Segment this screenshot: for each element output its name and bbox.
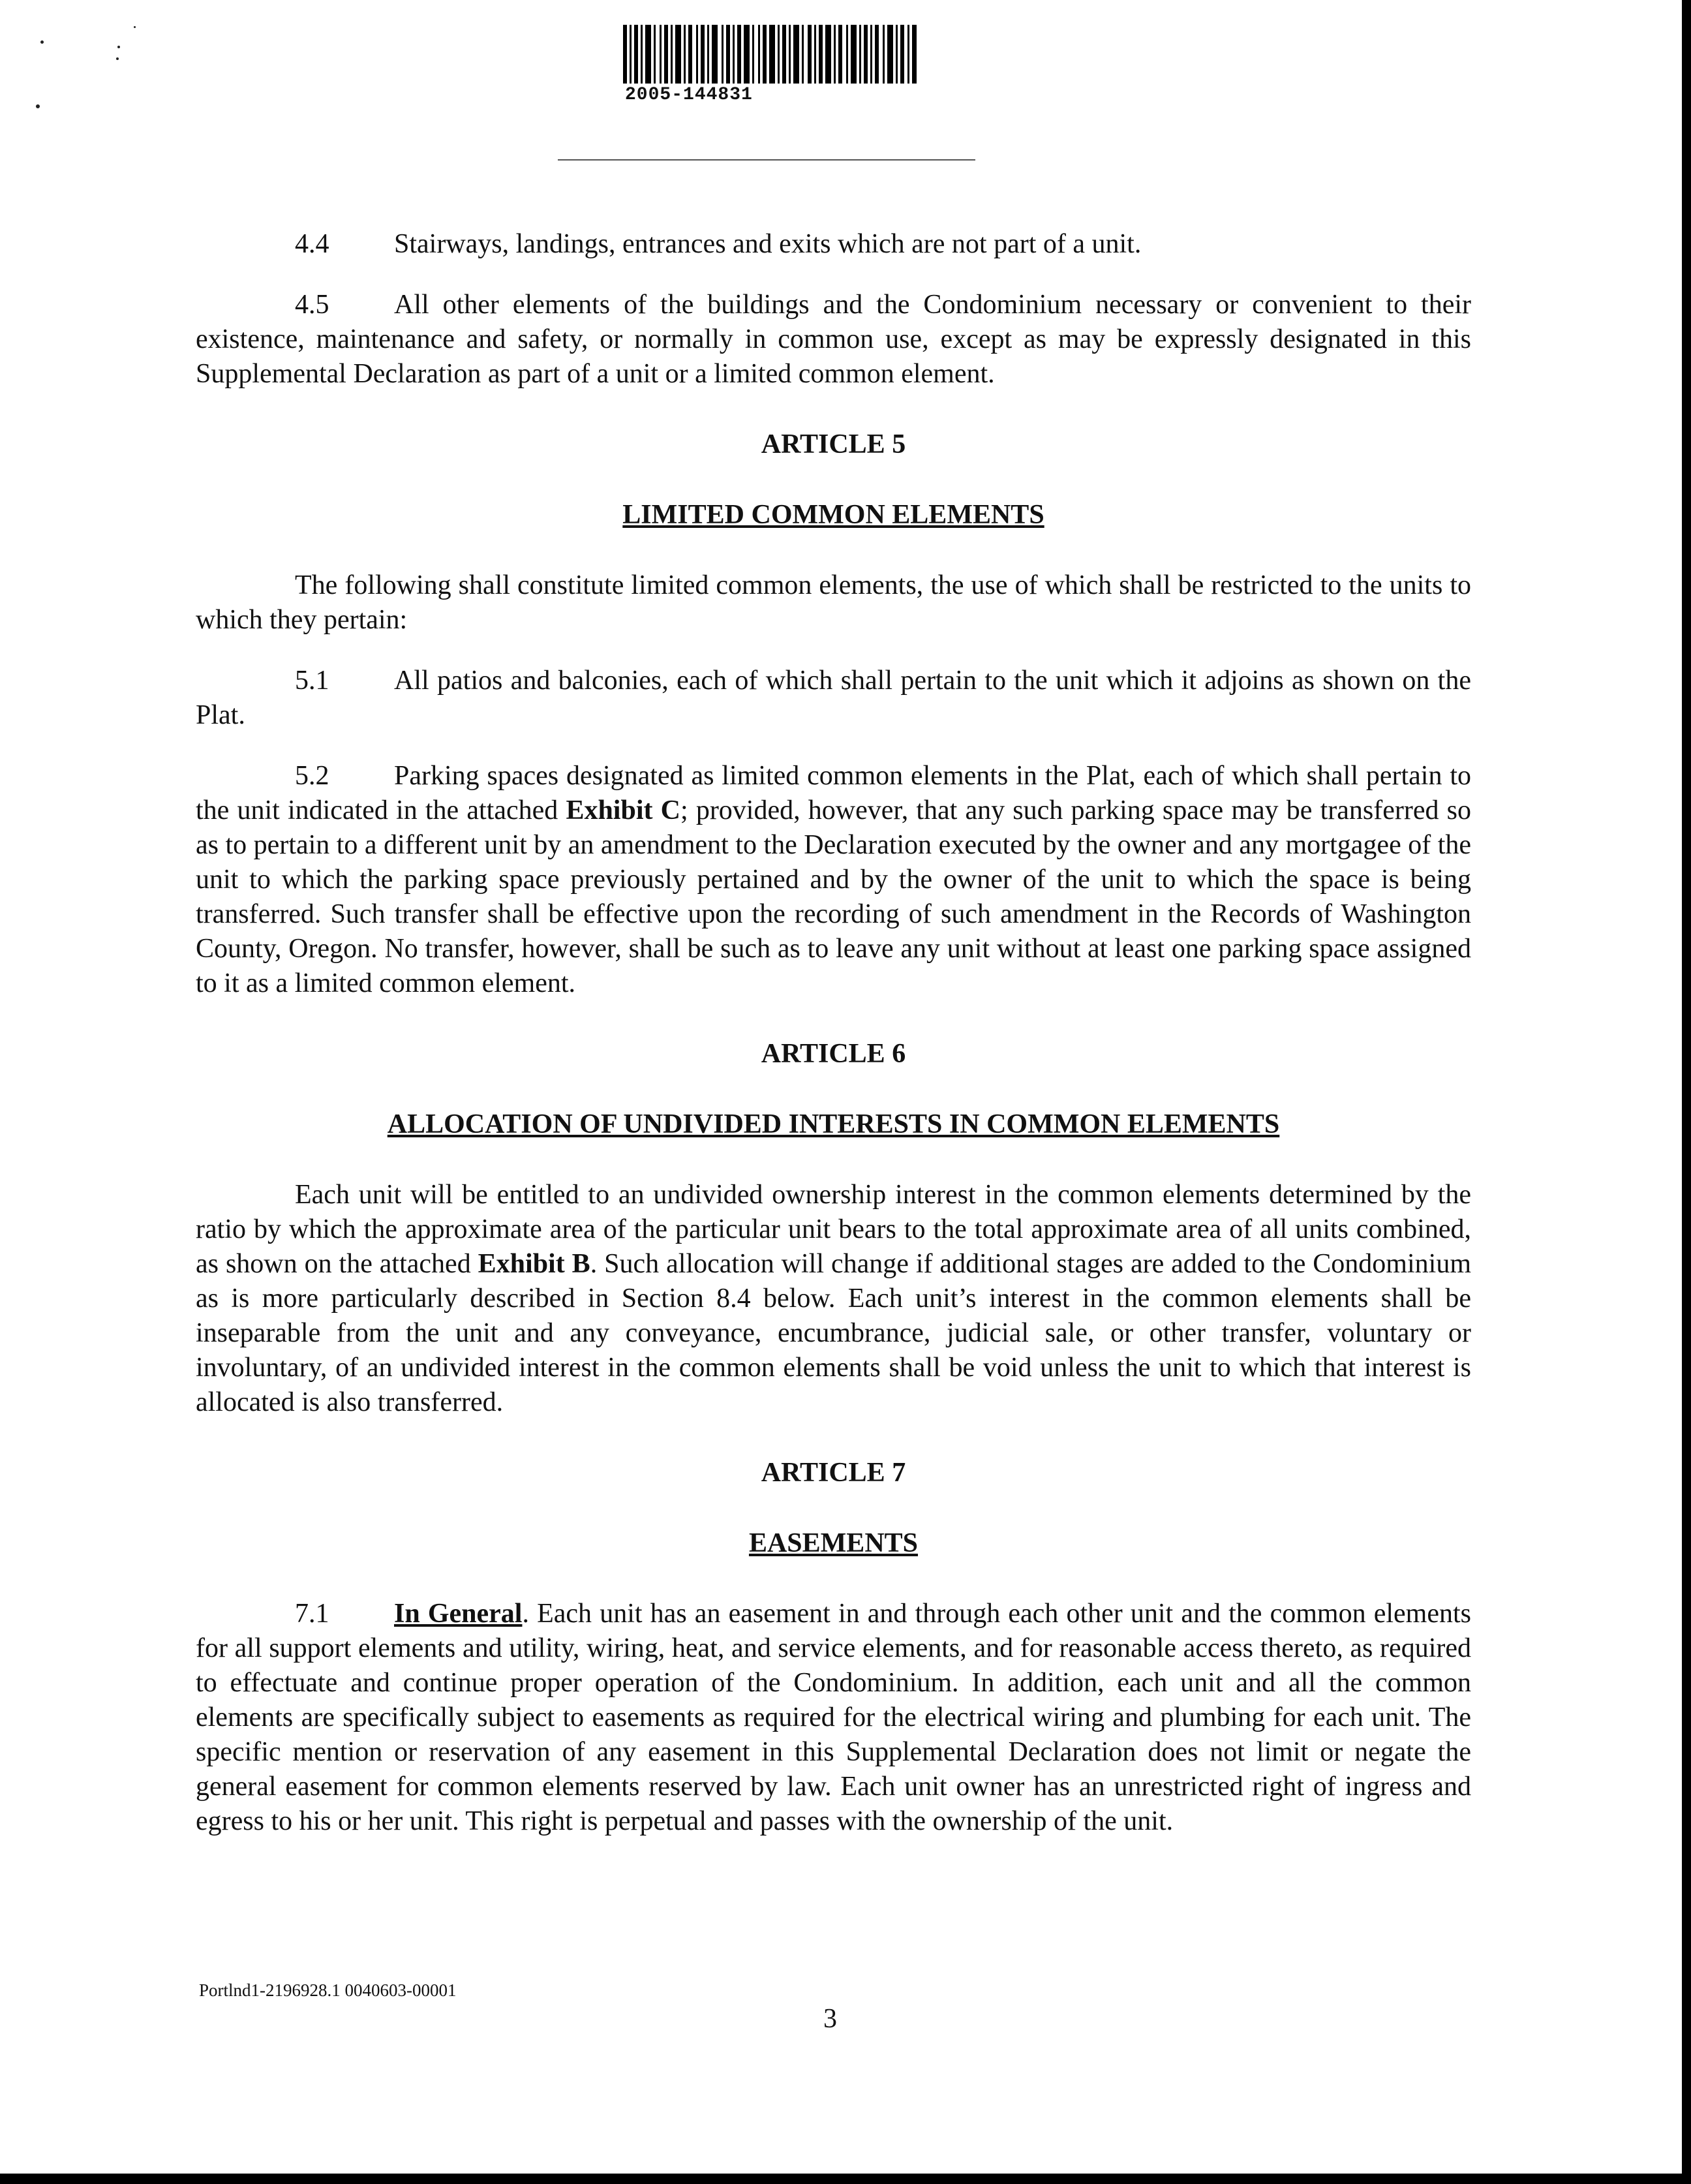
section-text: . Such allocation will change if additional stages are added to the Condominium as is more particularly described in Section 8.4 below. Each unit’s interest in the common elements shall be inseparable from the unit and any conveyance, encumbrance, judicial sale, or other transfer, voluntary or involuntary, of an undivided interest in the common elements shall be void unless the unit to which that interest is allocated is also transferred. [196,1249,1471,1417]
section-number: 5.2 [295,761,329,791]
section-text: All patios and balconies, each of which shall pertain to the unit which it adjoins as shown on the Plat. [196,666,1471,730]
section-text: Each unit will be entitled to an undivided ownership interest in the common elements determined by the ratio by which the approximate area of the particular unit bears to the total approximate area of all units combined, as shown on the attached [196,1180,1471,1279]
section-5-1 [196,664,1471,733]
article-5-intro: The following shall constitute limited common elements, the use of which shall be restricted to the units to which they pertain: [196,570,1471,635]
exhibit-b-ref: Exhibit B [478,1249,590,1279]
barcode-number: 2005-144831 [625,85,753,105]
section-text: Parking spaces designated as limited common elements in the Plat, each of which shall pertain to the unit indicated in the attached [196,761,1471,825]
article-5-subtitle: LIMITED COMMON ELEMENTS [622,500,1044,530]
recording-line [558,159,975,161]
article-6-title: ARTICLE 6 [761,1039,906,1069]
section-number: 4.4 [295,229,329,259]
article-6-body [196,1178,1471,1420]
section-heading: In General [394,1599,523,1629]
section-4-4 [196,227,1471,262]
scan-edge-bottom [0,2174,1691,2184]
section-7-1 [196,1597,1471,1839]
section-4-5 [196,288,1471,392]
article-6-subtitle: ALLOCATION OF UNDIVIDED INTERESTS IN COMMON ELEMENTS [387,1109,1280,1139]
section-text: All other elements of the buildings and the Condominium necessary or convenient to their existence, maintenance and safety, or normally in common use, except as may be expressly designated in this Supplemental Declaration as part of a unit or a limited common element. [196,290,1471,389]
section-number: 4.5 [295,290,329,320]
section-5-2 [196,759,1471,1001]
exhibit-c-ref: Exhibit C [566,795,680,825]
article-7-subtitle: EASEMENTS [748,1528,919,1558]
scan-speck [40,40,44,44]
scan-edge-right [1682,0,1691,2184]
page-number: 3 [823,2004,837,2034]
scan-speck [117,46,120,48]
scan-speck [134,26,136,28]
section-number: 7.1 [295,1599,329,1629]
section-text: ; provided, however, that any such parking space may be transferred so as to pertain to a different unit by an amendment to the Declaration executed by the owner and any mortgagee of the unit to which the parking space previously pertained and by the owner of the unit to which the space is being transferred. Such transfer shall be effective upon the recording of such amendment in the Records of Washington County, Oregon. No transfer, however, shall be such as to leave any unit without at least one parking space assigned to it as a limited common element. [196,795,1472,998]
document-id: Portlnd1-2196928.1 0040603-00001 [199,1980,457,2000]
scan-speck [116,57,119,60]
section-text: Stairways, landings, entrances and exits which are not part of a unit. [394,229,1142,259]
section-text: . Each unit has an easement in and through each other unit and the common elements for all support elements and utility, wiring, heat, and service elements, and for reasonable access thereto, as required to effectuate and continue proper operation of the Condominium. In addition, each unit and all the common elements are specifically subject to easements as required for the electrical wiring and plumbing for each unit. The specific mention or reservation of any easement in this Supplemental Declaration does not limit or negate the general easement for common elements reserved by law. Each unit owner has an unrestricted right of ingress and egress to his or her unit. This right is perpetual and passes with the ownership of the unit. [196,1599,1471,1836]
article-5-title: ARTICLE 5 [761,429,906,459]
barcode-icon [623,25,917,84]
document-body [196,227,1471,1839]
article-7-title: ARTICLE 7 [761,1458,906,1488]
scan-speck [36,104,40,108]
section-number: 5.1 [295,666,329,696]
